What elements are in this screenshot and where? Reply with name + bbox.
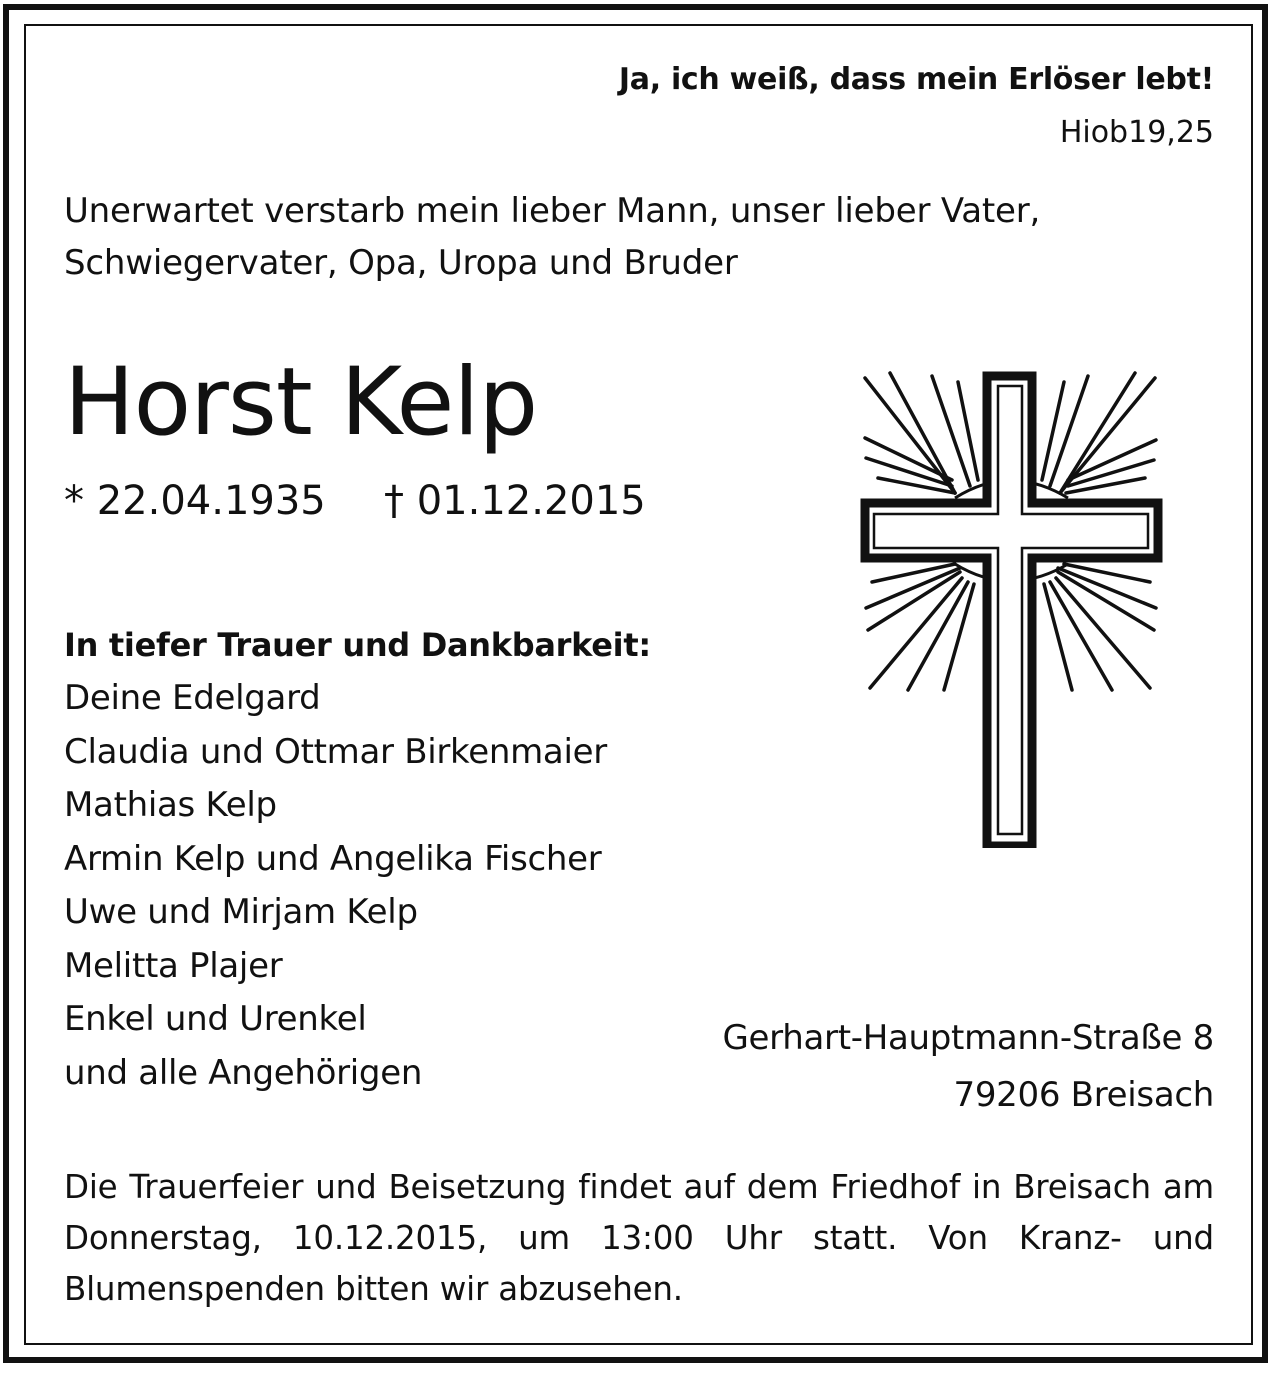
mourners-list (64, 672, 607, 1100)
bible-verse-reference: Hiob19,25 (1059, 115, 1214, 150)
intro-text (64, 185, 1040, 289)
birth-date: * 22.04.1935 (64, 478, 326, 524)
intro-line: Schwiegervater, Opa, Uropa und Bruder (64, 243, 738, 283)
bible-verse: Ja, ich weiß, dass mein Erlöser lebt! (618, 62, 1214, 97)
mourner-name: Armin Kelp und Angelika Fischer (64, 838, 602, 879)
address-street: Gerhart-Hauptmann-Straße 8 (722, 1018, 1214, 1058)
mourner-name: Uwe und Mirjam Kelp (64, 892, 418, 932)
funeral-notice: Die Trauerfeier und Beisetzung findet auf dem Friedhof in Breisach am Donnerstag, 10.12.2015, um 13:00 Uhr statt. Von Kranz- und Blumenspenden bitten wir abzusehen. (64, 1168, 1214, 1308)
mourner-name: und alle Angehörigen (64, 1052, 423, 1093)
mourner-name: Claudia und Ottmar Birkenmaier (64, 731, 607, 772)
address-block (723, 1010, 1215, 1124)
mourner-name: Melitta Plajer (64, 945, 283, 986)
mourner-name: Deine Edelgard (64, 678, 321, 718)
intro-line: Unerwartet verstarb mein lieber Mann, unser lieber Vater, (64, 191, 1041, 231)
mourners-heading: In tiefer Trauer und Dankbarkeit: (64, 626, 651, 664)
death-date: † 01.12.2015 (384, 478, 646, 524)
address-city: 79206 Breisach (953, 1075, 1214, 1115)
mourner-name: Enkel und Urenkel (64, 999, 367, 1039)
mourner-name: Mathias Kelp (64, 785, 277, 825)
radiant-cross-icon (860, 368, 1165, 848)
deceased-name: Horst Kelp (64, 348, 538, 457)
